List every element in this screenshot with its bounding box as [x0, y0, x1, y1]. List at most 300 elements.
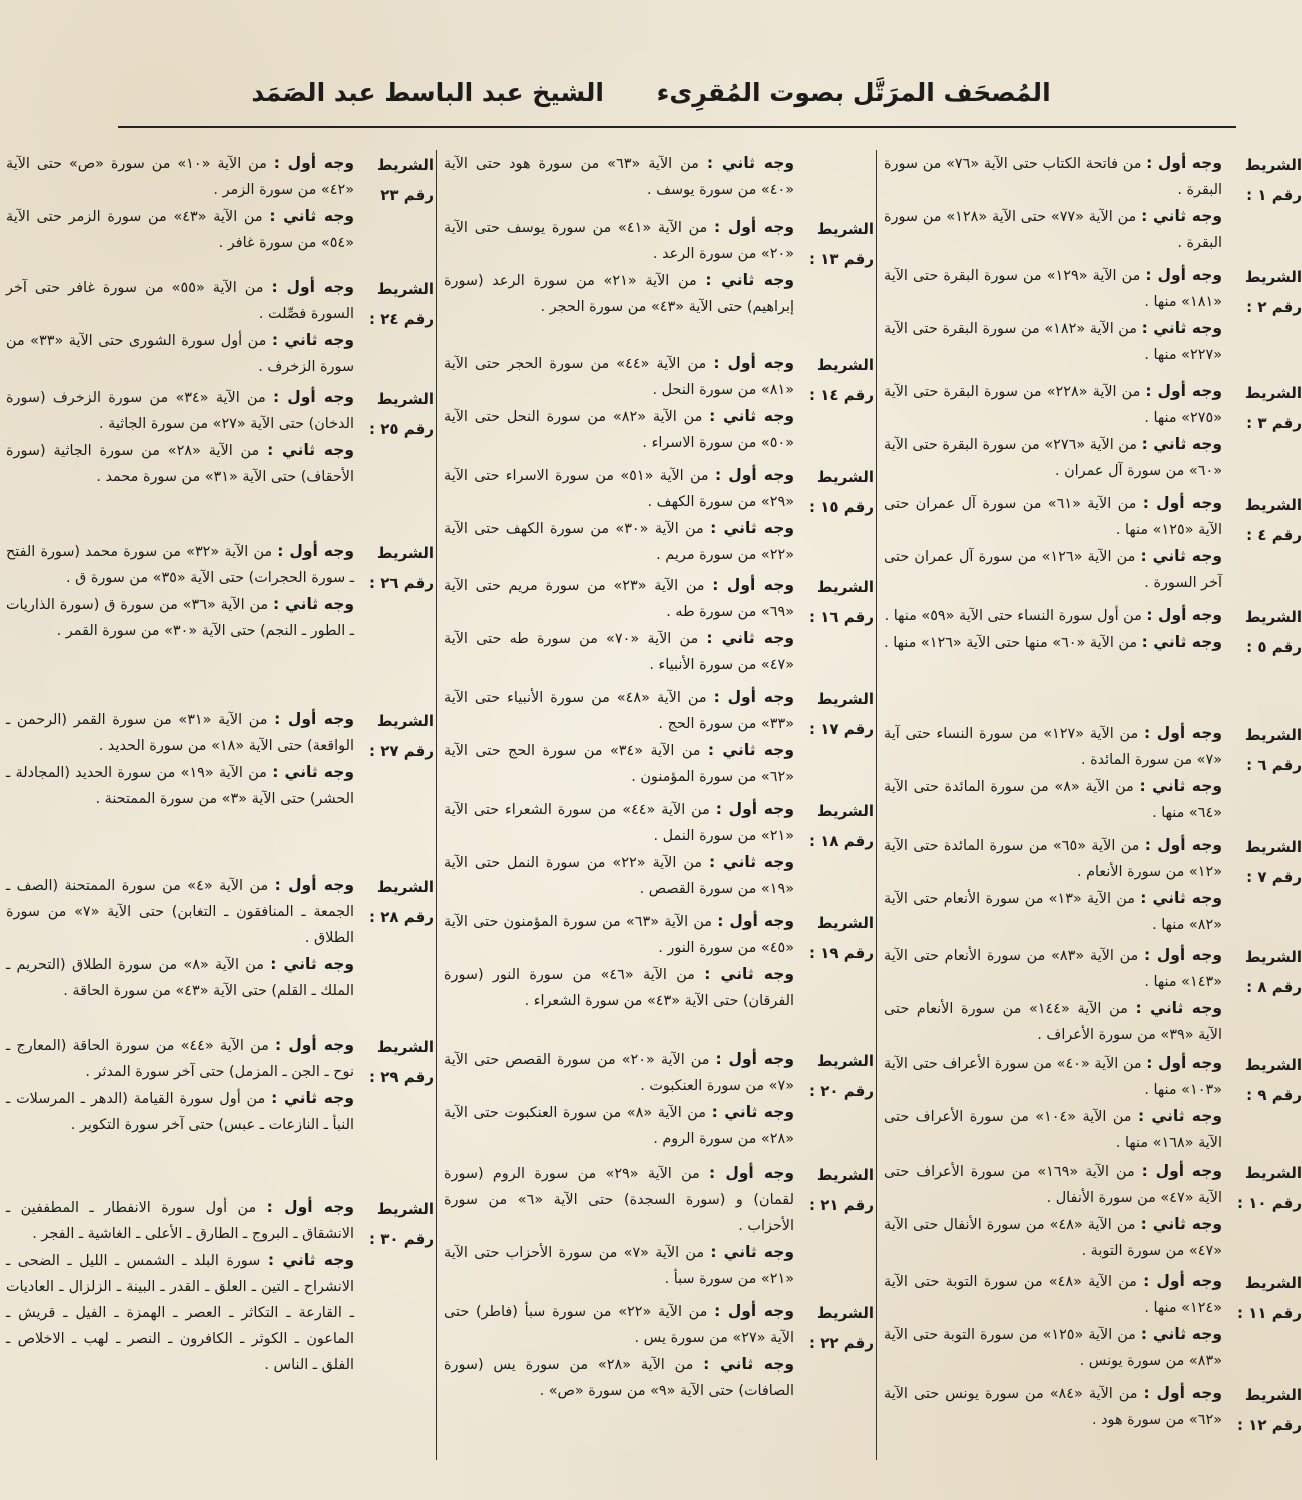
- side-a: [884, 1050, 1222, 1103]
- side-b-text: من أول سورة القيامة (الدهر ـ المرسلات ـ النبأ ـ النازعات ـ عبس) حتى آخر سورة التكوير .: [6, 1091, 354, 1133]
- side-a-text: من الآية «٢٢٨» من سورة البقرة حتى الآية «٢٧٥» منها .: [884, 384, 1222, 426]
- tape-entry: [6, 150, 434, 256]
- tape-sides: [444, 796, 794, 902]
- tape-number: رقم ١٣ :: [809, 250, 874, 268]
- side-a-label: وجه أول :: [1145, 266, 1223, 284]
- tape-word: الشريط: [816, 468, 874, 486]
- side-a: [444, 908, 794, 961]
- tape-number-label: [1228, 720, 1302, 780]
- tape-number-label: [800, 908, 874, 968]
- tape-number: رقم ٢٣: [380, 186, 434, 204]
- side-a: [884, 262, 1222, 315]
- tape-number: رقم ٨ :: [1246, 978, 1302, 996]
- side-a-label: وجه أول :: [1144, 724, 1223, 742]
- side-a: [884, 832, 1222, 885]
- side-a-text: من الآية «٤٤» من سورة الحجر حتى الآية «٨١» من سورة النحل .: [444, 356, 794, 398]
- side-b-text: من الآية «٨» من سورة المائدة حتى الآية «٦٤» منها .: [884, 779, 1222, 821]
- tape-sides: [6, 1032, 354, 1138]
- tape-entry: [884, 490, 1302, 596]
- side-a: [444, 462, 794, 515]
- tape-word: الشريط: [376, 712, 434, 730]
- tape-entry: [884, 1268, 1302, 1374]
- side-b-text: من الآية «٧٠» من سورة طه حتى الآية «٤٧» من سورة الأنبياء .: [444, 631, 794, 673]
- side-b-label: وجه ثاني :: [271, 1089, 354, 1107]
- side-b: [444, 849, 794, 902]
- tape-sides: [884, 378, 1222, 484]
- tape-entry: [6, 1032, 434, 1138]
- side-b: [884, 1103, 1222, 1156]
- tape-number: رقم ١٥ :: [809, 498, 874, 516]
- tape-number-label: [360, 1032, 434, 1092]
- tape-number: رقم ٣ :: [1246, 414, 1302, 432]
- side-a-text: من الآية «٢٠» من سورة القصص حتى الآية «٧» من سورة العنكبوت .: [444, 1052, 794, 1094]
- tape-number-label: [360, 274, 434, 334]
- side-a-label: وجه أول :: [715, 1050, 794, 1068]
- tape-entry: [884, 150, 1302, 256]
- side-b-label: وجه ثاني :: [1140, 1325, 1223, 1343]
- side-a-label: وجه أول :: [713, 688, 795, 706]
- tape-sides: [444, 150, 794, 203]
- side-a-text: من فاتحة الكتاب حتى الآية «٧٦» من سورة البقرة .: [884, 156, 1222, 198]
- side-b: [884, 315, 1222, 368]
- side-a: [444, 1298, 794, 1351]
- side-a-label: وجه أول :: [1141, 1162, 1222, 1180]
- tape-number: رقم ١٧ :: [809, 720, 874, 738]
- side-b-label: وجه ثاني :: [272, 763, 355, 781]
- side-b-text: من الآية «٣٠» من سورة الكهف حتى الآية «٢٢» من سورة مريم .: [444, 521, 794, 563]
- side-a: [444, 1046, 794, 1099]
- tape-word: الشريط: [376, 878, 434, 896]
- side-b-label: وجه ثاني :: [1141, 207, 1222, 225]
- side-a-text: من الآية «٦٥» من سورة المائدة حتى الآية «١٢» من سورة الأنعام .: [884, 838, 1222, 880]
- tape-number: رقم ٥ :: [1246, 638, 1302, 656]
- side-a-label: وجه أول :: [1146, 606, 1222, 624]
- side-a: [444, 150, 794, 203]
- tape-number-label: [1228, 262, 1302, 322]
- tape-entry: [444, 796, 874, 902]
- tape-sides: [884, 1050, 1222, 1156]
- side-a-text: من الآية «٨٣» من سورة الأنعام حتى الآية «١٤٣» منها .: [884, 948, 1222, 990]
- side-b-label: وجه ثاني :: [709, 407, 794, 425]
- side-b: [444, 737, 794, 790]
- tape-sides: [884, 942, 1222, 1048]
- side-b: [884, 629, 1222, 656]
- tape-number: رقم ٢٥ :: [369, 420, 434, 438]
- tape-entry: [444, 1298, 874, 1404]
- side-b-text: من الآية «٧٧» حتى الآية «١٢٨» من سورة البقرة .: [884, 209, 1222, 251]
- tape-word: الشريط: [1244, 948, 1302, 966]
- side-a-label: وجه أول :: [714, 1302, 794, 1320]
- tape-number-label: [360, 872, 434, 932]
- side-b-label: وجه ثاني :: [271, 331, 354, 349]
- side-a-text: من الآية «٤٤» من سورة الشعراء حتى الآية «٢١» من سورة النمل .: [444, 802, 794, 844]
- side-a: [6, 1032, 354, 1085]
- side-b: [444, 267, 794, 320]
- tape-word: الشريط: [816, 690, 874, 708]
- tape-number: رقم ٢٩ :: [369, 1068, 434, 1086]
- side-a-label: وجه أول :: [273, 154, 355, 172]
- tape-number-label: [1228, 942, 1302, 1002]
- side-a: [6, 538, 354, 591]
- side-b: [444, 1099, 794, 1152]
- side-a-text: من الآية «٣٤» من سورة الزخرف (سورة الدخان) حتى الآية «٢٧» من سورة الجاثية .: [6, 390, 354, 432]
- side-a-text: من الآية «٥٥» من سورة غافر حتى آخر السورة فصِّلت .: [6, 280, 354, 322]
- tape-word: الشريط: [376, 544, 434, 562]
- side-b-label: وجه ثاني :: [1141, 435, 1223, 453]
- side-a-text: من الآية «٤٨» من سورة الأنبياء حتى الآية «٣٣» من سورة الحج .: [444, 690, 794, 732]
- side-b-text: من الآية «٢١» من سورة الرعد (سورة إبراهيم) حتى الآية «٤٣» من سورة الحجر .: [444, 273, 794, 315]
- side-b-text: من الآية «٧» من سورة الأحزاب حتى الآية «٢١» من سورة سبأ .: [444, 1245, 794, 1287]
- side-a-label: وجه ثاني :: [706, 154, 794, 172]
- tape-word: الشريط: [1244, 496, 1302, 514]
- tape-entry: [444, 908, 874, 1014]
- side-b-label: وجه ثاني :: [703, 1355, 795, 1373]
- tape-entry: [444, 150, 874, 203]
- tape-number-label: [360, 150, 434, 210]
- tape-number: رقم ١٤ :: [809, 386, 874, 404]
- side-b: [6, 203, 354, 256]
- side-b-label: وجه ثاني :: [704, 965, 794, 983]
- tape-sides: [6, 1194, 354, 1378]
- side-b: [884, 885, 1222, 938]
- tape-sides: [6, 706, 354, 812]
- side-a: [444, 572, 794, 625]
- side-a-label: وجه أول :: [1144, 836, 1223, 854]
- side-a-text: من الآية «١٦٩» من سورة الأعراف حتى الآية «٤٧» من سورة الأنفال .: [884, 1164, 1222, 1206]
- side-a-text: من الآية «٤١» من سورة يوسف حتى الآية «٢٠» من سورة الرعد .: [444, 220, 794, 262]
- side-b-text: من الآية «١٤٤» من سورة الأنعام حتى الآية «٣٩» من سورة الأعراف .: [884, 1001, 1222, 1043]
- side-b-text: من الآية «٢٨» من سورة يس (سورة الصافات) حتى الآية «٩» من سورة «ص» .: [444, 1357, 794, 1399]
- tape-sides: [884, 150, 1222, 256]
- side-b: [444, 1351, 794, 1404]
- side-a: [6, 274, 354, 327]
- side-a: [884, 720, 1222, 773]
- side-b-text: من الآية «٤٦» من سورة النور (سورة الفرقان) حتى الآية «٤٣» من سورة الشعراء .: [444, 967, 794, 1009]
- tape-word: الشريط: [1244, 156, 1302, 174]
- side-b: [444, 625, 794, 678]
- tape-entry: [884, 1380, 1302, 1433]
- tape-word: الشريط: [1244, 726, 1302, 744]
- side-a: [884, 1268, 1222, 1321]
- side-b-text: من الآية «٢٨» من سورة الجاثية (سورة الأحقاف) حتى الآية «٣١» من سورة محمد .: [6, 443, 354, 485]
- side-b-label: وجه ثاني :: [711, 1103, 795, 1121]
- side-a: [884, 1158, 1222, 1211]
- side-b: [444, 1239, 794, 1292]
- side-b: [884, 773, 1222, 826]
- side-b: [6, 759, 354, 812]
- side-a-text: من الآية «٢٩» من سورة الروم (سورة لقمان) و (سورة السجدة) حتى الآية «٦» من سورة الأحزاب .: [444, 1166, 794, 1234]
- side-b-text: من الآية «١٣» من سورة الأنعام حتى الآية «٨٢» منها .: [884, 891, 1222, 933]
- side-b-label: وجه ثاني :: [706, 629, 794, 647]
- side-a: [884, 1380, 1222, 1433]
- side-b-label: وجه ثاني :: [707, 741, 794, 759]
- side-a: [884, 602, 1222, 629]
- tape-entry: [884, 602, 1302, 656]
- tape-sides: [884, 720, 1222, 826]
- side-a-text: من الآية «٣١» من سورة القمر (الرحمن ـ الواقعة) حتى الآية «١٨» من سورة الحديد .: [6, 712, 354, 754]
- tape-number: رقم ٢١ :: [809, 1196, 874, 1214]
- side-b-text: من الآية «٢٢» من سورة النمل حتى الآية «١٩» من سورة القصص .: [444, 855, 794, 897]
- tape-number-label: [800, 796, 874, 856]
- tape-entry: [6, 538, 434, 644]
- side-a-label: وجه أول :: [275, 1036, 354, 1054]
- side-a: [444, 796, 794, 849]
- side-b-text: من الآية «٢٧٦» من سورة البقرة حتى الآية «٦٠» من سورة آل عمران .: [884, 437, 1222, 479]
- tape-entry: [6, 872, 434, 1004]
- tape-number-label: [800, 1046, 874, 1106]
- tape-entry: [884, 262, 1302, 368]
- tape-word: الشريط: [816, 1304, 874, 1322]
- side-b-label: وجه ثاني :: [708, 853, 795, 871]
- tape-number-label: [1228, 1268, 1302, 1328]
- side-b-text: من الآية «٦٠» منها حتى الآية «١٢٦» منها .: [884, 635, 1138, 651]
- tape-number: رقم ٢٤ :: [369, 310, 434, 328]
- tape-number-label: [800, 572, 874, 632]
- tape-word: الشريط: [376, 1038, 434, 1056]
- side-b-text: من الآية «١٢٥» من سورة التوبة حتى الآية «٨٣» من سورة يونس .: [884, 1327, 1222, 1369]
- tape-number: رقم ١٦ :: [809, 608, 874, 626]
- tape-sides: [6, 384, 354, 490]
- tape-word: الشريط: [816, 914, 874, 932]
- side-a-text: من الآية «٤٨» من سورة التوبة حتى الآية «١٢٤» منها .: [884, 1274, 1222, 1316]
- tape-entry: [884, 1050, 1302, 1156]
- tape-number-label: [800, 1160, 874, 1220]
- side-a-label: وجه أول :: [274, 710, 354, 728]
- tape-word: الشريط: [376, 156, 434, 174]
- side-a-label: وجه أول :: [1142, 494, 1223, 512]
- side-b: [884, 431, 1222, 484]
- side-b-label: وجه ثاني :: [1140, 889, 1222, 907]
- side-a-label: وجه أول :: [1144, 946, 1222, 964]
- tape-number: رقم ٧ :: [1246, 868, 1302, 886]
- side-b-label: وجه ثاني :: [269, 207, 355, 225]
- side-b-text: من الآية «٨٢» من سورة النحل حتى الآية «٥٠» من سورة الاسراء .: [444, 409, 794, 451]
- tape-number-label: [1228, 378, 1302, 438]
- side-a: [6, 706, 354, 759]
- tape-number: رقم ٢٢ :: [809, 1334, 874, 1352]
- tape-sides: [444, 1046, 794, 1152]
- tape-word: الشريط: [1244, 384, 1302, 402]
- tape-number-label: [1228, 602, 1302, 662]
- side-a-text: من أول سورة الانفطار ـ المطففين ـ الانشقاق ـ البروج ـ الطارق ـ الأعلى ـ الغاشية ـ الفجر .: [6, 1200, 354, 1242]
- side-b: [6, 1247, 354, 1378]
- side-a-label: وجه أول :: [714, 466, 795, 484]
- side-a-label: وجه أول :: [273, 388, 355, 406]
- side-a-text: من الآية «٦٣» من سورة المؤمنون حتى الآية «٤٥» من سورة النور .: [444, 914, 794, 956]
- tape-number-label: [1228, 1158, 1302, 1218]
- side-b-label: وجه ثاني :: [1141, 633, 1222, 651]
- tape-entry: [444, 572, 874, 678]
- side-a: [6, 384, 354, 437]
- tape-sides: [6, 150, 354, 256]
- side-b-text: من الآية «١٢٦» من سورة آل عمران حتى آخر السورة .: [884, 549, 1222, 591]
- tape-entry: [6, 706, 434, 812]
- tape-number: رقم ٢٨ :: [369, 908, 434, 926]
- tape-entry: [444, 214, 874, 320]
- column-middle: [444, 150, 874, 1460]
- side-b-label: وجه ثاني :: [267, 441, 355, 459]
- tape-sides: [884, 1380, 1222, 1433]
- side-a-text: من الآية «٥١» من سورة الاسراء حتى الآية «٢٩» من سورة الكهف .: [444, 468, 794, 510]
- tape-sides: [444, 350, 794, 456]
- tape-number: رقم ١٩ :: [809, 944, 874, 962]
- side-a-label: وجه أول :: [717, 912, 795, 930]
- tape-number-label: [1228, 150, 1302, 210]
- tape-sides: [444, 462, 794, 568]
- side-b: [444, 403, 794, 456]
- side-b-text: من الآية «١٩» من سورة الحديد (المجادلة ـ الحشر) حتى الآية «٣» من سورة الممتحنة .: [6, 765, 354, 807]
- side-a: [884, 150, 1222, 203]
- tape-entry: [884, 378, 1302, 484]
- tape-sides: [444, 684, 794, 790]
- side-b-text: من أول سورة الشورى حتى الآية «٣٣» من سورة الزخرف .: [6, 333, 354, 375]
- side-a: [444, 214, 794, 267]
- tape-word: الشريط: [376, 390, 434, 408]
- tape-sides: [6, 872, 354, 1004]
- side-a-text: من الآية «٨٤» من سورة يونس حتى الآية «٦٢» من سورة هود .: [884, 1386, 1222, 1428]
- side-a-text: من الآية «٦٣» من سورة هود حتى الآية «٤٠» من سورة يوسف .: [444, 156, 794, 198]
- tape-number: رقم ٩ :: [1246, 1086, 1302, 1104]
- tape-sides: [884, 490, 1222, 596]
- tape-entry: [6, 384, 434, 490]
- side-b-label: وجه ثاني :: [1140, 547, 1223, 565]
- tape-word: الشريط: [816, 802, 874, 820]
- side-a-text: من الآية «٤٠» من سورة الأعراف حتى الآية «١٠٣» منها .: [884, 1056, 1222, 1098]
- tape-sides: [6, 538, 354, 644]
- side-b-text: من الآية «٤٣» من سورة الزمر حتى الآية «٥٤» من سورة غافر .: [6, 209, 354, 251]
- tape-number-label: [360, 706, 434, 766]
- column-divider-right: [876, 150, 877, 1460]
- tape-sides: [884, 602, 1222, 656]
- tape-number: رقم ١٠ :: [1237, 1194, 1302, 1212]
- side-b-text: من الآية «٣٤» من سورة الحج حتى الآية «٦٢» من سورة المؤمنون .: [444, 743, 794, 785]
- page-title: [0, 78, 1302, 107]
- tape-sides: [444, 572, 794, 678]
- tape-word: الشريط: [816, 1052, 874, 1070]
- tape-word: الشريط: [816, 220, 874, 238]
- side-b-text: من الآية «٣٦» من سورة ق (سورة الذاريات ـ الطور ـ النجم) حتى الآية «٣٠» من سورة القمر .: [6, 597, 354, 639]
- side-a: [6, 872, 354, 951]
- tape-sides: [444, 1298, 794, 1404]
- side-a-label: وجه أول :: [271, 278, 354, 296]
- side-a-text: من الآية «٤» من سورة الممتحنة (الصف ـ الجمعة ـ المنافقون ـ التغابن) حتى الآية «٧» من سورة الطلاق .: [6, 878, 354, 946]
- side-a-label: وجه أول :: [715, 800, 794, 818]
- tape-number-label: [1228, 490, 1302, 550]
- tape-entry: [884, 942, 1302, 1048]
- tape-entry: [444, 1160, 874, 1292]
- side-b-label: وجه ثاني :: [1137, 1107, 1222, 1125]
- tape-word: الشريط: [376, 1200, 434, 1218]
- tape-sides: [444, 1160, 794, 1292]
- side-a-label: وجه أول :: [1143, 1272, 1223, 1290]
- side-a: [444, 684, 794, 737]
- tape-sides: [444, 214, 794, 320]
- tape-word: الشريط: [1244, 608, 1302, 626]
- side-a-label: وجه أول :: [1143, 1384, 1222, 1402]
- side-a-text: من الآية «٣٢» من سورة محمد (سورة الفتح ـ سورة الحجرات) حتى الآية «٣٥» من سورة ق .: [6, 544, 354, 586]
- side-a-text: من الآية «١٢٧» من سورة النساء حتى آية «٧» من سورة المائدة .: [884, 726, 1222, 768]
- side-b-label: وجه ثاني :: [1140, 1215, 1222, 1233]
- side-b: [6, 437, 354, 490]
- side-b-text: من الآية «٤٨» من سورة الأنفال حتى الآية «٤٧» من سورة التوبة .: [884, 1217, 1222, 1259]
- side-b: [884, 1211, 1222, 1264]
- side-a: [6, 1194, 354, 1247]
- side-b-label: وجه ثاني :: [710, 1243, 794, 1261]
- side-b-label: وجه ثاني :: [1135, 999, 1223, 1017]
- side-b-label: وجه ثاني :: [270, 955, 355, 973]
- side-b-label: وجه ثاني :: [273, 595, 355, 613]
- side-a-label: وجه أول :: [266, 1198, 355, 1216]
- side-a: [444, 1160, 794, 1239]
- side-b: [6, 1085, 354, 1138]
- tape-number: رقم ٢ :: [1246, 298, 1302, 316]
- tape-number: رقم ٢٧ :: [369, 742, 434, 760]
- tape-number: رقم ٢٦ :: [369, 574, 434, 592]
- side-b-label: وجه ثاني :: [1139, 777, 1223, 795]
- tape-sides: [6, 274, 354, 380]
- side-a-text: من الآية «٤٤» من سورة الحاقة (المعارج ـ نوح ـ الجن ـ المزمل) حتى آخر سورة المدثر .: [6, 1038, 354, 1080]
- side-a-label: وجه أول :: [713, 354, 795, 372]
- tape-word: الشريط: [816, 356, 874, 374]
- side-b-label: وجه ثاني :: [1141, 319, 1223, 337]
- side-b-label: وجه ثاني :: [267, 1251, 355, 1269]
- tape-number-label: [1228, 1380, 1302, 1440]
- side-a: [884, 378, 1222, 431]
- tape-number-label: [1228, 1050, 1302, 1110]
- side-a-label: وجه أول :: [1146, 1054, 1223, 1072]
- side-b-text: من الآية «٨» من سورة الطلاق (التحريم ـ الملك ـ القلم) حتى الآية «٤٣» من سورة الحاقة .: [6, 957, 354, 999]
- tape-sides: [884, 262, 1222, 368]
- tape-number-label: [800, 684, 874, 744]
- tape-number-label: [360, 1194, 434, 1254]
- column-right: [884, 150, 1302, 1460]
- side-a: [884, 490, 1222, 543]
- tape-entry: [6, 1194, 434, 1378]
- side-a-label: وجه أول :: [709, 1164, 795, 1182]
- tape-sides: [884, 1268, 1222, 1374]
- side-b: [444, 515, 794, 568]
- tape-number: رقم ٤ :: [1246, 526, 1302, 544]
- side-b: [884, 995, 1222, 1048]
- tape-number-label: [1228, 832, 1302, 892]
- tape-entry: [6, 274, 434, 380]
- tape-entry: [444, 350, 874, 456]
- side-b: [444, 961, 794, 1014]
- tape-number-label: [800, 1298, 874, 1358]
- tape-word: الشريط: [1244, 838, 1302, 856]
- tape-number: رقم ٦ :: [1246, 756, 1302, 774]
- side-a-label: وجه أول :: [714, 218, 795, 236]
- tape-entry: [444, 1046, 874, 1152]
- tape-number-label: [800, 350, 874, 410]
- tape-number-label: [800, 462, 874, 522]
- tape-word: الشريط: [1244, 1274, 1302, 1292]
- tape-number: رقم ١١ :: [1237, 1304, 1302, 1322]
- side-a: [884, 942, 1222, 995]
- side-b: [6, 951, 354, 1004]
- side-a-label: وجه أول :: [1146, 154, 1222, 172]
- side-b-text: من الآية «١٨٢» من سورة البقرة حتى الآية «٢٢٧» منها .: [884, 321, 1222, 363]
- side-b-label: وجه ثاني :: [705, 271, 795, 289]
- tape-word: الشريط: [816, 578, 874, 596]
- tape-entry: [884, 720, 1302, 826]
- tape-entry: [884, 832, 1302, 938]
- tape-word: الشريط: [1244, 268, 1302, 286]
- side-b-label: وجه ثاني :: [710, 519, 795, 537]
- tape-word: الشريط: [1244, 1056, 1302, 1074]
- tape-sides: [884, 1158, 1222, 1264]
- side-b: [6, 327, 354, 380]
